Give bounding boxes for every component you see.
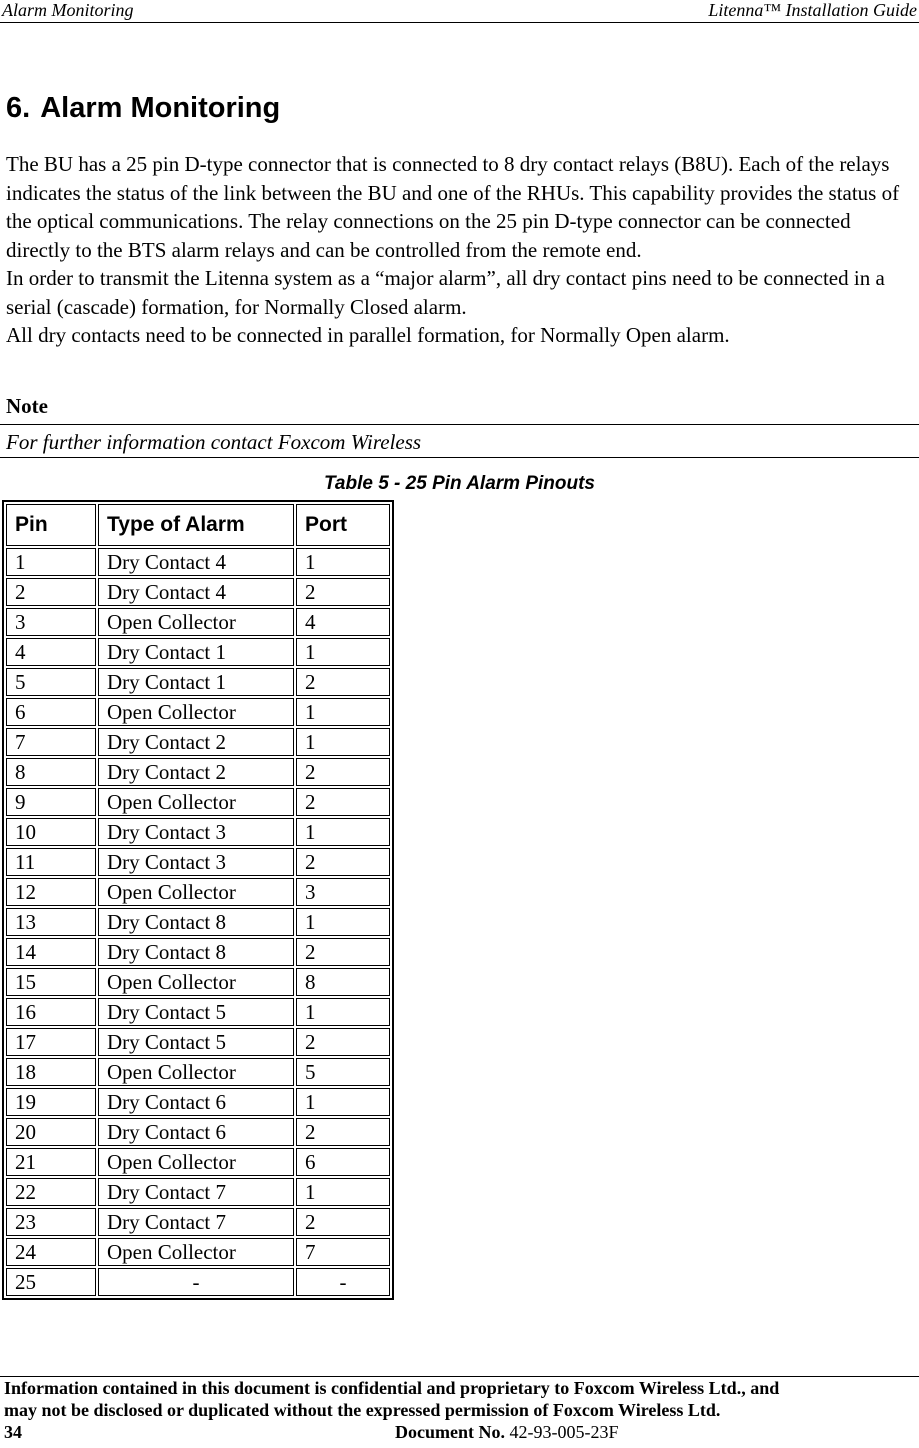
table-row [6, 1148, 390, 1176]
cell-pin: 24 [6, 1238, 96, 1266]
cell-pin: 1 [6, 548, 96, 576]
cell-port: 2 [296, 1028, 390, 1056]
cell-alarm-type: Dry Contact 8 [98, 938, 294, 966]
cell-pin: 6 [6, 698, 96, 726]
cell-pin: 25 [6, 1268, 96, 1296]
cell-port: 2 [296, 1118, 390, 1146]
cell-port: 2 [296, 668, 390, 696]
cell-alarm-type: Dry Contact 2 [98, 728, 294, 756]
cell-pin: 3 [6, 608, 96, 636]
cell-port: 6 [296, 1148, 390, 1176]
cell-alarm-type: Dry Contact 2 [98, 758, 294, 786]
cell-port: 2 [296, 788, 390, 816]
section-number: 6. [6, 92, 31, 124]
paragraph-serial-formation: In order to transmit the Litenna system as a “major alarm”, all dry contact pins need to be connected in a serial (cascade) formation, for Normally Closed alarm. [6, 266, 885, 319]
cell-pin: 2 [6, 578, 96, 606]
column-header-alarm-type: Type of Alarm [98, 504, 294, 546]
cell-pin: 23 [6, 1208, 96, 1236]
table-row [6, 668, 390, 696]
table-row [6, 1088, 390, 1116]
cell-pin: 21 [6, 1148, 96, 1176]
table-row [6, 938, 390, 966]
cell-pin: 5 [6, 668, 96, 696]
cell-alarm-type: - [98, 1268, 294, 1296]
body-text [6, 150, 918, 350]
cell-port: 8 [296, 968, 390, 996]
footer-bottom-row [0, 1421, 919, 1443]
cell-pin: 20 [6, 1118, 96, 1146]
section-title [6, 90, 280, 126]
header-guide-title: Litenna™ Installation Guide [708, 0, 917, 20]
cell-port: 4 [296, 608, 390, 636]
table-row [6, 1178, 390, 1206]
table-caption: Table 5 - 25 Pin Alarm Pinouts [324, 473, 595, 494]
table-row [6, 848, 390, 876]
cell-alarm-type: Open Collector [98, 1148, 294, 1176]
cell-port: 1 [296, 908, 390, 936]
table-row [6, 1238, 390, 1266]
table-header-row [6, 504, 390, 546]
table-row [6, 998, 390, 1026]
table-row [6, 908, 390, 936]
cell-port: - [296, 1268, 390, 1296]
table-row [6, 1208, 390, 1236]
cell-port: 3 [296, 878, 390, 906]
pinout-table [2, 500, 394, 1300]
table-row [6, 638, 390, 666]
cell-alarm-type: Dry Contact 1 [98, 638, 294, 666]
footer-confidentiality-line-2: may not be disclosed or duplicated without the expressed permission of Foxcom Wireless Ltd. [4, 1400, 721, 1420]
cell-port: 2 [296, 758, 390, 786]
cell-pin: 16 [6, 998, 96, 1026]
cell-port: 2 [296, 938, 390, 966]
paragraph-connector-description: The BU has a 25 pin D-type connector that is connected to 8 dry contact relays (B8U). Each of the relays indicates the status of the link between the BU and one of the RHUs. This capability provides the status of the optical communications. The relay connections on the 25 pin D-type connector can be connected directly to the BTS alarm relays and can be controlled from the remote end. [6, 152, 900, 262]
cell-pin: 19 [6, 1088, 96, 1116]
cell-alarm-type: Open Collector [98, 1058, 294, 1086]
footer-confidentiality-line-1: Information contained in this document is confidential and proprietary to Foxcom Wireless Ltd., and [4, 1378, 780, 1398]
cell-port: 1 [296, 728, 390, 756]
table-row [6, 1028, 390, 1056]
column-header-pin: Pin [6, 504, 96, 546]
cell-alarm-type: Dry Contact 1 [98, 668, 294, 696]
cell-pin: 18 [6, 1058, 96, 1086]
cell-pin: 9 [6, 788, 96, 816]
table-row [6, 608, 390, 636]
page-number: 34 [4, 1422, 22, 1442]
cell-alarm-type: Dry Contact 6 [98, 1118, 294, 1146]
column-header-port: Port [296, 504, 390, 546]
cell-pin: 14 [6, 938, 96, 966]
cell-port: 1 [296, 698, 390, 726]
cell-alarm-type: Dry Contact 8 [98, 908, 294, 936]
cell-pin: 17 [6, 1028, 96, 1056]
cell-pin: 13 [6, 908, 96, 936]
table-row [6, 1118, 390, 1146]
table-row [6, 878, 390, 906]
table-row [6, 698, 390, 726]
paragraph-parallel-formation: All dry contacts need to be connected in parallel formation, for Normally Open alarm. [6, 323, 730, 347]
cell-pin: 4 [6, 638, 96, 666]
cell-pin: 11 [6, 848, 96, 876]
cell-alarm-type: Dry Contact 4 [98, 548, 294, 576]
cell-port: 1 [296, 1178, 390, 1206]
note-box [0, 424, 919, 458]
cell-alarm-type: Open Collector [98, 698, 294, 726]
cell-port: 2 [296, 848, 390, 876]
table-row [6, 788, 390, 816]
table-row [6, 758, 390, 786]
cell-pin: 22 [6, 1178, 96, 1206]
cell-alarm-type: Open Collector [98, 788, 294, 816]
header-chapter-title: Alarm Monitoring [2, 0, 134, 20]
running-header [0, 0, 919, 23]
cell-alarm-type: Open Collector [98, 1238, 294, 1266]
cell-alarm-type: Dry Contact 7 [98, 1208, 294, 1236]
table-row [6, 1268, 390, 1296]
cell-alarm-type: Dry Contact 5 [98, 998, 294, 1026]
document-number-label: Document No. [395, 1422, 505, 1442]
table-row [6, 968, 390, 996]
cell-alarm-type: Dry Contact 5 [98, 1028, 294, 1056]
table-row [6, 548, 390, 576]
section-heading-text: Alarm Monitoring [40, 92, 281, 124]
cell-alarm-type: Dry Contact 3 [98, 818, 294, 846]
table-body [6, 548, 390, 1296]
cell-alarm-type: Dry Contact 3 [98, 848, 294, 876]
note-text: For further information contact Foxcom Wireless [6, 430, 422, 454]
cell-port: 1 [296, 638, 390, 666]
cell-port: 1 [296, 548, 390, 576]
table-row [6, 818, 390, 846]
cell-alarm-type: Open Collector [98, 968, 294, 996]
page-footer [0, 1376, 919, 1443]
cell-port: 2 [296, 1208, 390, 1236]
cell-alarm-type: Dry Contact 6 [98, 1088, 294, 1116]
cell-port: 7 [296, 1238, 390, 1266]
cell-port: 5 [296, 1058, 390, 1086]
cell-alarm-type: Dry Contact 4 [98, 578, 294, 606]
cell-alarm-type: Dry Contact 7 [98, 1178, 294, 1206]
cell-alarm-type: Open Collector [98, 608, 294, 636]
table-row [6, 728, 390, 756]
document-number-value: 42-93-005-23F [509, 1422, 619, 1442]
document-number [395, 1421, 619, 1443]
cell-port: 1 [296, 1088, 390, 1116]
cell-alarm-type: Open Collector [98, 878, 294, 906]
note-label: Note [6, 394, 48, 418]
table-row [6, 1058, 390, 1086]
cell-port: 2 [296, 578, 390, 606]
cell-port: 1 [296, 818, 390, 846]
cell-pin: 7 [6, 728, 96, 756]
cell-pin: 8 [6, 758, 96, 786]
cell-pin: 15 [6, 968, 96, 996]
cell-port: 1 [296, 998, 390, 1026]
cell-pin: 10 [6, 818, 96, 846]
table-row [6, 578, 390, 606]
cell-pin: 12 [6, 878, 96, 906]
